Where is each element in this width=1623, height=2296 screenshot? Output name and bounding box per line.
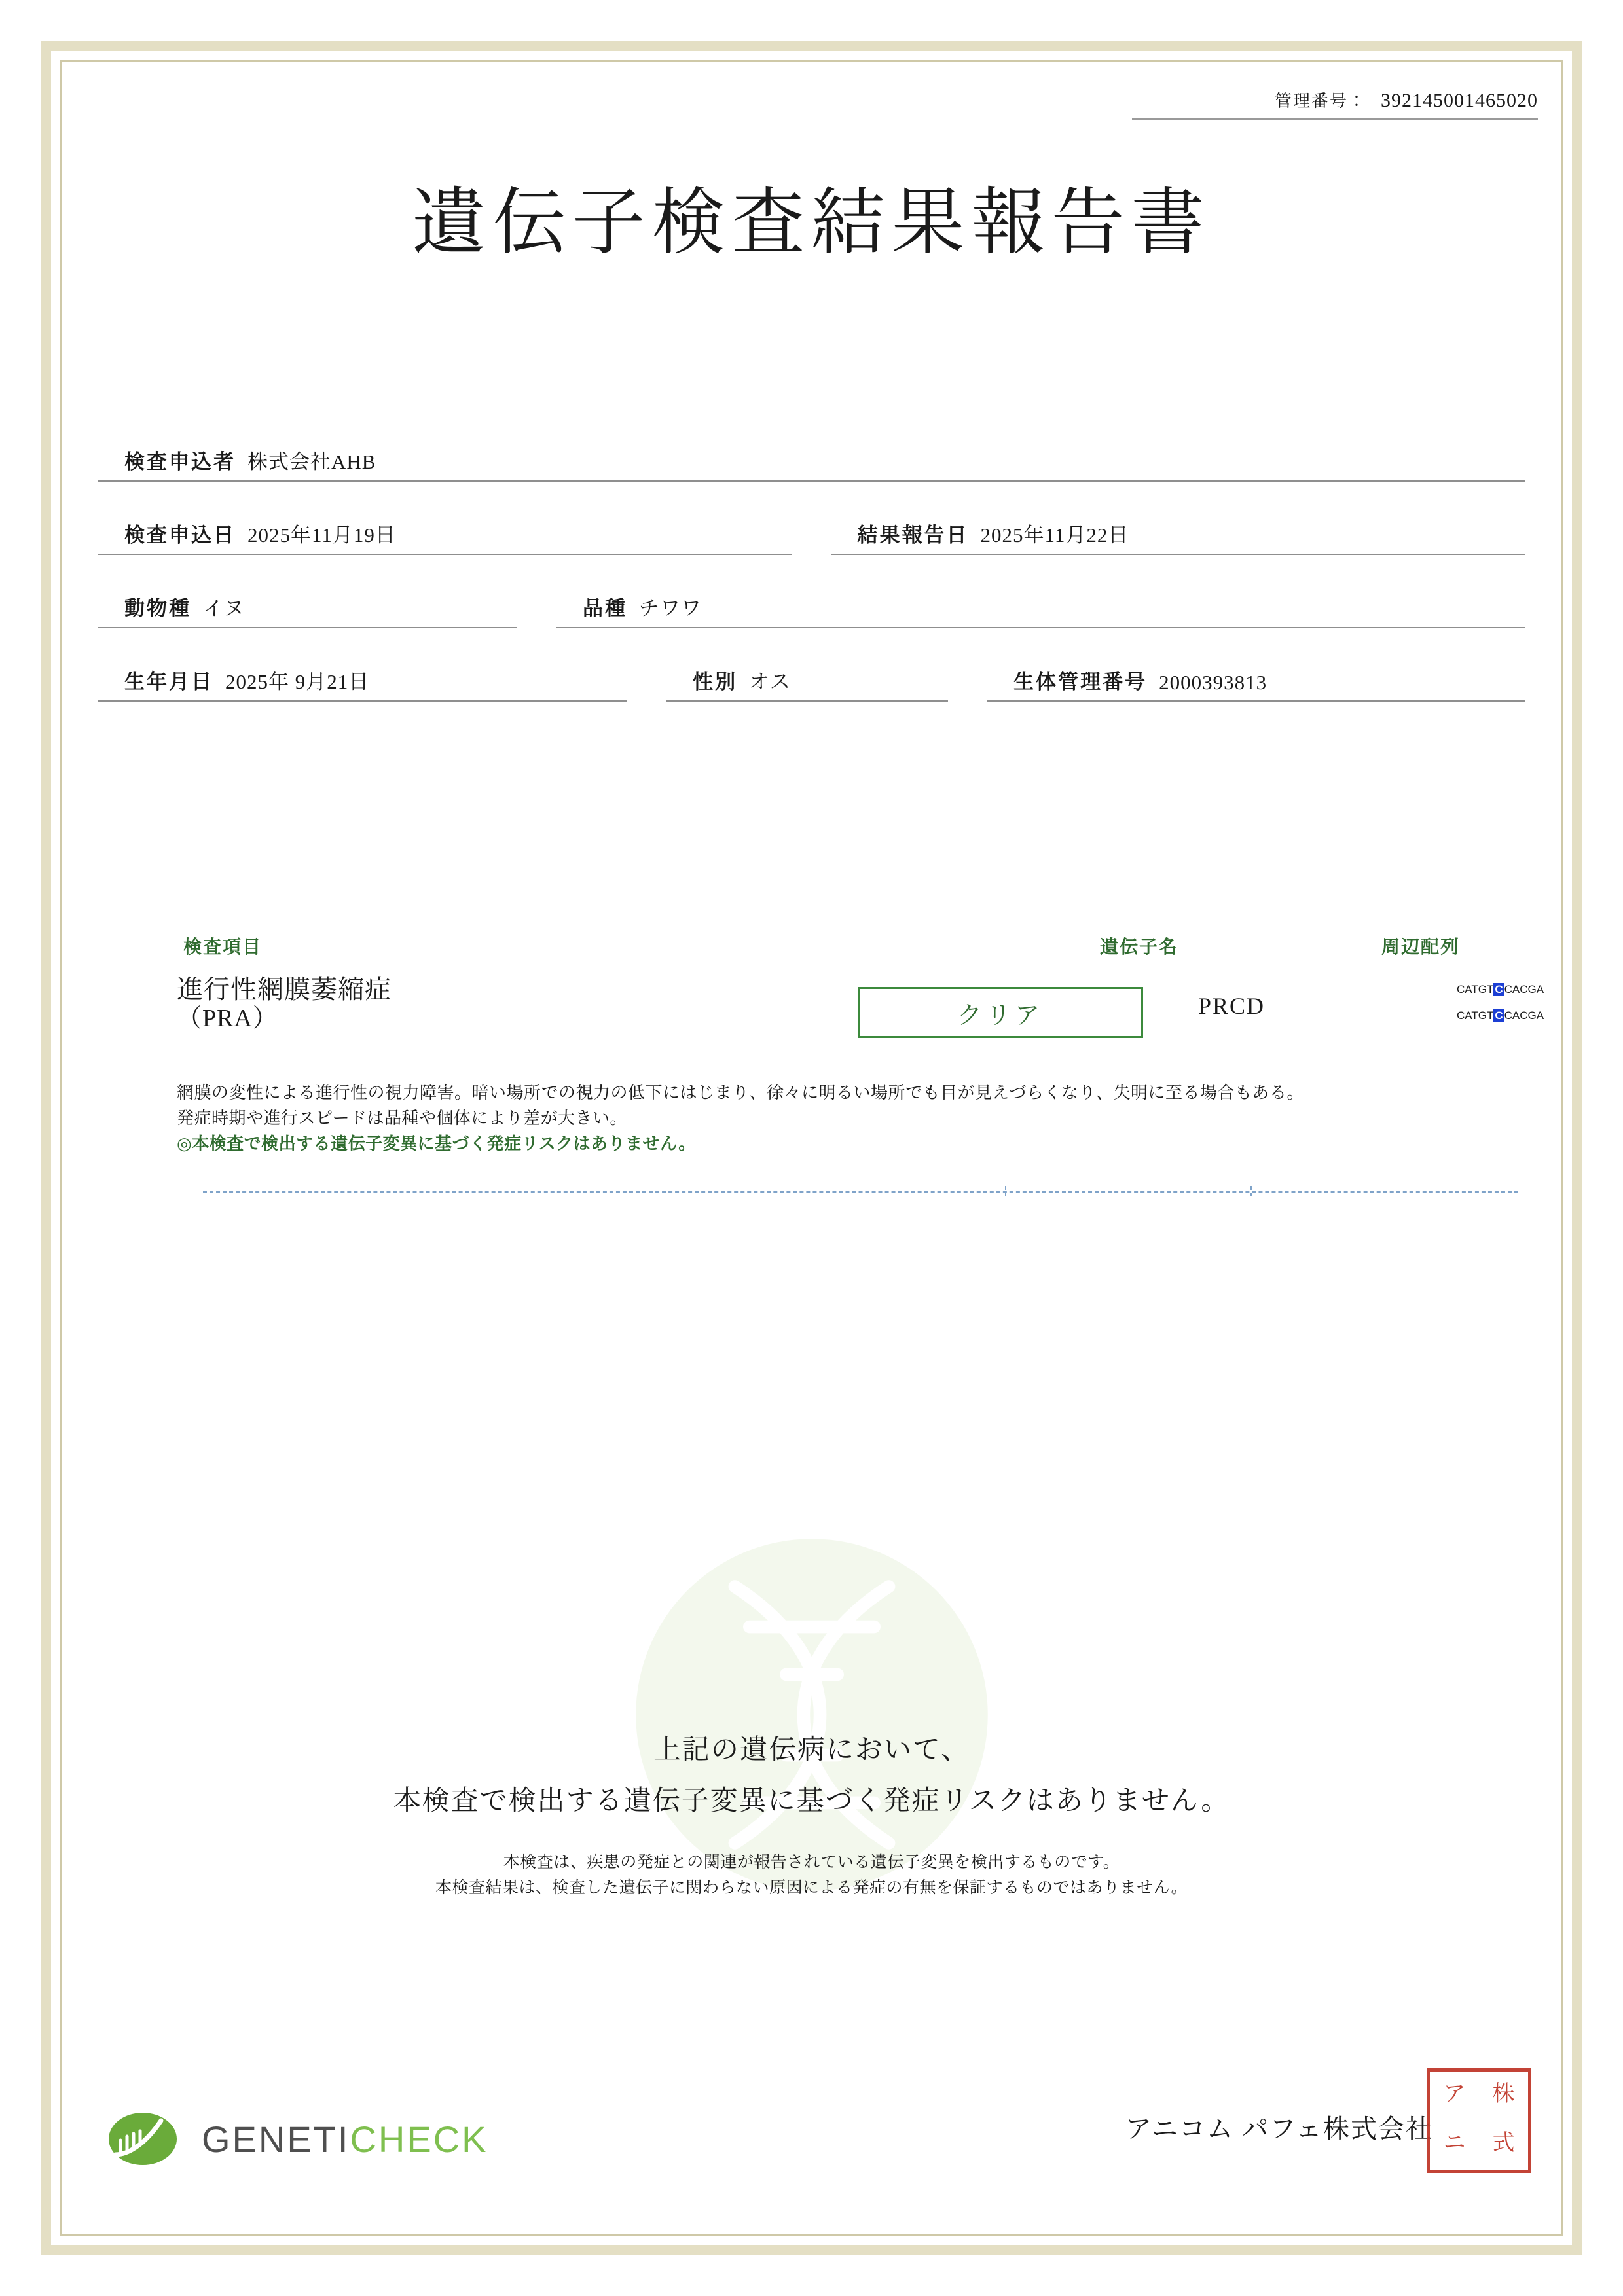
control-number xyxy=(1132,88,1538,120)
sequence-line-1 xyxy=(1457,983,1614,996)
disease-description xyxy=(177,1080,1525,1157)
field-breed xyxy=(556,592,1525,628)
control-number-label: 管理番号： xyxy=(1274,92,1366,111)
column-header-sequence: 周辺配列 xyxy=(1381,937,1461,958)
meta-row-birth-sex-id xyxy=(98,665,1525,702)
gene-name-value: PRCD xyxy=(1198,993,1266,1019)
conclusion-section xyxy=(85,1728,1538,1901)
field-sex-value: オス xyxy=(749,670,791,693)
field-animal-id xyxy=(987,665,1525,702)
meta-row-dates xyxy=(98,518,1525,555)
brand-logo-text xyxy=(202,2118,488,2161)
brand-logo xyxy=(105,2106,488,2172)
seal-char-1: ア xyxy=(1443,2081,1466,2107)
report-page xyxy=(85,79,1544,2211)
field-birth-date-value: 2025年 9月21日 xyxy=(225,670,370,693)
seal-char-4: 式 xyxy=(1492,2130,1515,2156)
field-applicant-label: 検査申込者 xyxy=(124,450,236,473)
sequence-block xyxy=(1457,983,1614,1035)
field-report-date xyxy=(831,518,1525,555)
field-applicant xyxy=(98,445,1525,482)
sequence-suffix-2: CACGA xyxy=(1504,1009,1544,1022)
divider-tick-2 xyxy=(1250,1186,1252,1196)
field-breed-value: チワワ xyxy=(639,597,702,620)
column-header-gene: 遺伝子名 xyxy=(1100,937,1179,958)
disease-name-sub: （PRA） xyxy=(177,1004,278,1032)
sequence-suffix: CACGA xyxy=(1504,983,1544,996)
issuing-company: アニコム パフェ株式会社 xyxy=(1125,2114,1433,2144)
conclusion-line-2: 本検査で検出する遺伝子変異に基づく発症リスクはありません。 xyxy=(393,1784,1230,1816)
field-apply-date-value: 2025年11月19日 xyxy=(247,524,396,547)
company-seal xyxy=(1427,2068,1531,2173)
field-report-date-value: 2025年11月22日 xyxy=(980,524,1129,547)
brand-logo-text-1: GENETI xyxy=(202,2118,350,2160)
field-sex-label: 性別 xyxy=(693,670,738,693)
description-risk-note: ◎本検査で検出する遺伝子変異に基づく発症リスクはありません。 xyxy=(177,1134,696,1153)
meta-row-species xyxy=(98,592,1525,628)
brand-logo-text-2: CHECK xyxy=(350,2118,488,2160)
field-species xyxy=(98,592,517,628)
field-apply-date xyxy=(98,518,792,555)
seal-char-3: ニ xyxy=(1443,2130,1466,2156)
description-line-2: 発症時期や進行スピードは品種や個体により差が大きい。 xyxy=(177,1109,627,1128)
field-applicant-value: 株式会社AHB xyxy=(247,450,376,473)
field-birth-date xyxy=(98,665,627,702)
field-breed-label: 品種 xyxy=(583,597,627,620)
conclusion-line-1: 上記の遺伝病において、 xyxy=(653,1733,970,1765)
sequence-line-2 xyxy=(1457,1009,1614,1022)
sequence-prefix-2: CATGT xyxy=(1457,1009,1494,1022)
result-judgement-text: クリア xyxy=(957,1001,1044,1030)
description-line-1: 網膜の変性による進行性の視力障害。暗い場所での視力の低下にはじまり、徐々に明るい場所でも目が見えづらくなり、失明に至る場合もある。 xyxy=(177,1083,1304,1102)
page-title: 遺伝子検査結果報告書 xyxy=(412,180,1211,265)
field-birth-date-label: 生年月日 xyxy=(124,670,213,693)
control-number-value: 392145001465020 xyxy=(1381,90,1538,111)
field-animal-id-value: 2000393813 xyxy=(1159,671,1267,694)
sequence-highlight-2: C xyxy=(1495,1009,1503,1022)
disease-name-main: 進行性網膜萎縮症 xyxy=(177,975,392,1004)
geneticheck-logo-icon xyxy=(105,2106,190,2172)
disease-name xyxy=(177,975,392,1032)
field-sex xyxy=(666,665,948,702)
meta-row-applicant xyxy=(98,445,1525,482)
result-judgement-badge xyxy=(858,987,1143,1038)
field-animal-id-label: 生体管理番号 xyxy=(1013,670,1148,693)
seal-char-2: 株 xyxy=(1492,2081,1515,2107)
result-row xyxy=(177,975,1544,1067)
conclusion-note-1: 本検査は、疾患の発症との関連が報告されている遺伝子変異を検出するものです。 xyxy=(503,1852,1120,1871)
sequence-highlight: C xyxy=(1495,983,1503,996)
result-table-header xyxy=(183,933,1525,959)
field-species-value: イヌ xyxy=(203,597,245,620)
column-header-test-item: 検査項目 xyxy=(183,937,263,958)
meta-section xyxy=(98,445,1525,738)
field-report-date-label: 結果報告日 xyxy=(857,524,969,547)
field-species-label: 動物種 xyxy=(124,597,191,620)
section-divider xyxy=(203,1191,1518,1193)
divider-tick-1 xyxy=(1005,1186,1006,1196)
conclusion-note-2: 本検査結果は、検査した遺伝子に関わらない原因による発症の有無を保証するものではありません。 xyxy=(435,1877,1188,1897)
field-apply-date-label: 検査申込日 xyxy=(124,524,236,547)
sequence-prefix: CATGT xyxy=(1457,983,1494,996)
